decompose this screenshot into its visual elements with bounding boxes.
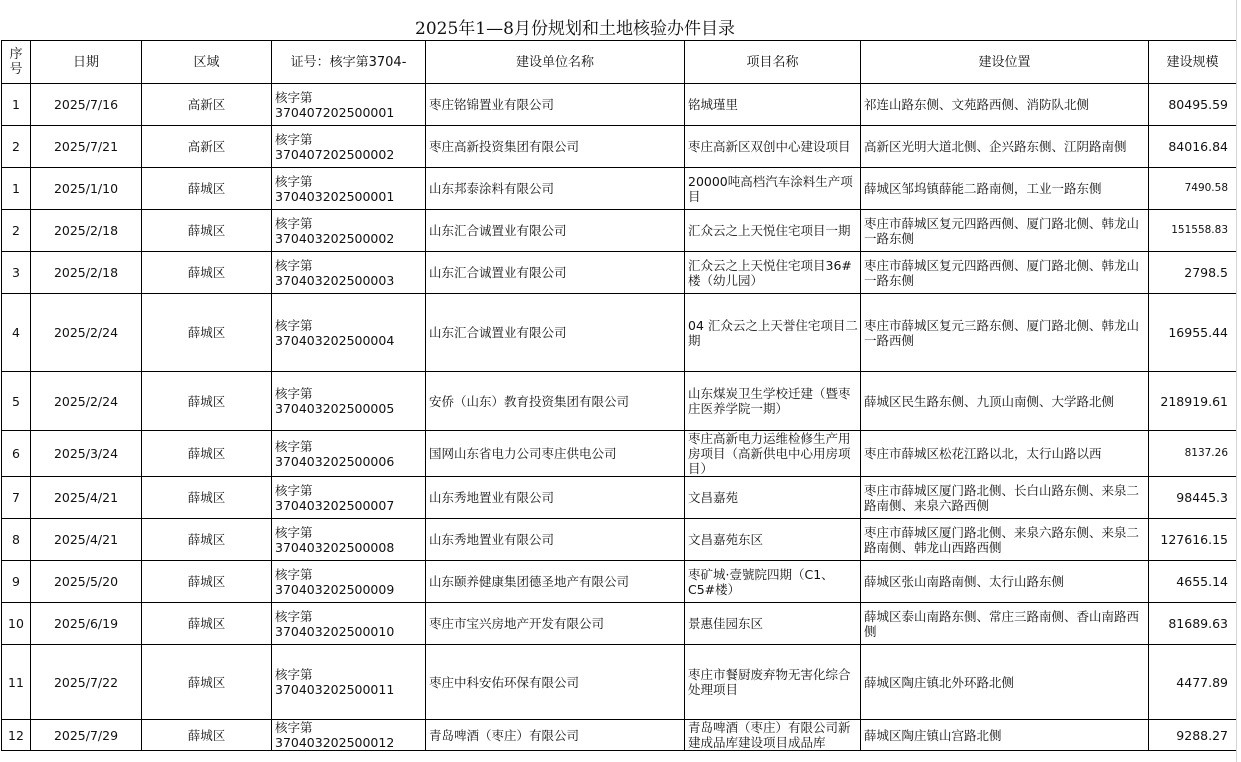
location-cell[interactable]: 薛城区陶庄镇山宫路北侧 (861, 720, 1149, 751)
project-name-cell[interactable]: 04 汇众云之上天誉住宅项目二期 (685, 294, 861, 372)
unit-name-cell[interactable]: 山东汇合诚置业有限公司 (426, 294, 685, 372)
table-row (2, 372, 1237, 431)
certificate-cell[interactable]: 核字第370403202500007 (272, 477, 426, 519)
certificate-cell[interactable]: 核字第370403202500006 (272, 431, 426, 477)
location-cell[interactable]: 薛城区泰山南路东侧、常庄三路南侧、香山南路西侧 (861, 603, 1149, 645)
date-cell[interactable]: 2025/7/21 (31, 126, 142, 168)
scale-cell[interactable]: 81689.63 (1149, 603, 1237, 645)
location-cell[interactable]: 枣庄市薛城区复元三路东侧、厦门路北侧、韩龙山一路西侧 (861, 294, 1149, 372)
certificate-cell[interactable]: 核字第370403202500011 (272, 645, 426, 720)
project-name-cell[interactable]: 枣矿城·壹號院四期（C1、C5#楼） (685, 561, 861, 603)
location-cell[interactable]: 枣庄市薛城区厦门路北侧、长白山路东侧、来泉二路南侧、来泉六路西侧 (861, 477, 1149, 519)
scale-cell[interactable]: 127616.15 (1149, 519, 1237, 561)
unit-name-cell[interactable]: 国网山东省电力公司枣庄供电公司 (426, 431, 685, 477)
date-cell[interactable]: 2025/7/22 (31, 645, 142, 720)
certificate-cell[interactable]: 核字第370407202500002 (272, 126, 426, 168)
area-cell[interactable]: 薛城区 (142, 168, 272, 210)
header-cell[interactable]: 区域 (142, 41, 272, 84)
location-cell[interactable]: 薛城区张山南路南侧、太行山路东侧 (861, 561, 1149, 603)
area-cell[interactable]: 薛城区 (142, 210, 272, 252)
table-row (2, 168, 1237, 210)
date-cell[interactable]: 2025/7/16 (31, 84, 142, 126)
table-row (2, 645, 1237, 720)
location-cell[interactable]: 枣庄市薛城区复元四路西侧、厦门路北侧、韩龙山一路东侧 (861, 252, 1149, 294)
table-row (2, 561, 1237, 603)
header-cell[interactable]: 建设规模 (1149, 41, 1237, 84)
location-cell[interactable]: 高新区光明大道北侧、企兴路东侧、江阴路南侧 (861, 126, 1149, 168)
scale-cell[interactable]: 98445.3 (1149, 477, 1237, 519)
project-name-cell[interactable]: 文昌嘉苑东区 (685, 519, 861, 561)
row-number-cell[interactable]: 12 (2, 720, 31, 751)
unit-name-cell[interactable]: 枣庄市宝兴房地产开发有限公司 (426, 603, 685, 645)
certificate-cell[interactable]: 核字第370403202500010 (272, 603, 426, 645)
unit-name-cell[interactable]: 枣庄高新投资集团有限公司 (426, 126, 685, 168)
scale-cell[interactable]: 151558.83 (1149, 210, 1237, 252)
project-name-cell[interactable]: 枣庄高新电力运维检修生产用房项目（高新供电中心用房项目） (685, 431, 861, 477)
table-row (2, 84, 1237, 126)
date-cell[interactable]: 2025/2/24 (31, 372, 142, 431)
certificate-cell[interactable]: 核字第370403202500008 (272, 519, 426, 561)
project-name-cell[interactable]: 文昌嘉苑 (685, 477, 861, 519)
header-cell[interactable]: 建设单位名称 (426, 41, 685, 84)
date-cell[interactable]: 2025/5/20 (31, 561, 142, 603)
location-cell[interactable]: 枣庄市薛城区复元四路西侧、厦门路北侧、韩龙山一路东侧 (861, 210, 1149, 252)
project-name-cell[interactable]: 山东煤炭卫生学校迁建（暨枣庄医养学院一期） (685, 372, 861, 431)
location-cell[interactable]: 薛城区陶庄镇北外环路北侧 (861, 645, 1149, 720)
row-number-cell[interactable]: 2 (2, 126, 31, 168)
row-number-cell[interactable]: 7 (2, 477, 31, 519)
unit-name-cell[interactable]: 山东秀地置业有限公司 (426, 519, 685, 561)
header-row (2, 41, 1237, 84)
table-row (2, 720, 1237, 751)
table-row (2, 603, 1237, 645)
scale-cell[interactable]: 16955.44 (1149, 294, 1237, 372)
header-cell[interactable]: 序号 (2, 41, 31, 84)
project-name-cell[interactable]: 汇众云之上天悦住宅项目36#楼（幼儿园） (685, 252, 861, 294)
scale-cell[interactable]: 9288.27 (1149, 720, 1237, 751)
date-cell[interactable]: 2025/2/24 (31, 294, 142, 372)
date-cell[interactable]: 2025/2/18 (31, 210, 142, 252)
table-row (2, 210, 1237, 252)
certificate-cell[interactable]: 核字第370403202500004 (272, 294, 426, 372)
row-number-cell[interactable]: 9 (2, 561, 31, 603)
area-cell[interactable]: 薛城区 (142, 561, 272, 603)
unit-name-cell[interactable]: 山东邦泰涂料有限公司 (426, 168, 685, 210)
row-number-cell[interactable]: 1 (2, 168, 31, 210)
certificate-cell[interactable]: 核字第370403202500002 (272, 210, 426, 252)
date-cell[interactable]: 2025/2/18 (31, 252, 142, 294)
row-number-cell[interactable]: 8 (2, 519, 31, 561)
row-number-cell[interactable]: 10 (2, 603, 31, 645)
unit-name-cell[interactable]: 山东颐养健康集团德圣地产有限公司 (426, 561, 685, 603)
table-row (2, 477, 1237, 519)
area-cell[interactable]: 高新区 (142, 126, 272, 168)
scale-cell[interactable]: 84016.84 (1149, 126, 1237, 168)
scale-cell[interactable]: 4655.14 (1149, 561, 1237, 603)
date-cell[interactable]: 2025/3/24 (31, 431, 142, 477)
table-body (2, 84, 1237, 751)
table-row (2, 252, 1237, 294)
project-name-cell[interactable]: 枣庄高新区双创中心建设项目 (685, 126, 861, 168)
header-cell[interactable]: 日期 (31, 41, 142, 84)
table-row (2, 126, 1237, 168)
certificate-cell[interactable]: 核字第370403202500012 (272, 720, 426, 751)
certificate-cell[interactable]: 核字第370403202500003 (272, 252, 426, 294)
table-row (2, 431, 1237, 477)
location-cell[interactable]: 祁连山路东侧、文苑路西侧、消防队北侧 (861, 84, 1149, 126)
area-cell[interactable]: 薛城区 (142, 372, 272, 431)
unit-name-cell[interactable]: 青岛啤酒（枣庄）有限公司 (426, 720, 685, 751)
header-cell[interactable]: 项目名称 (685, 41, 861, 84)
unit-name-cell[interactable]: 山东汇合诚置业有限公司 (426, 252, 685, 294)
table-row (2, 519, 1237, 561)
scale-cell[interactable]: 7490.58 (1149, 168, 1237, 210)
scale-cell[interactable]: 2798.5 (1149, 252, 1237, 294)
date-cell[interactable]: 2025/4/21 (31, 519, 142, 561)
records-table (1, 40, 1237, 751)
certificate-cell[interactable]: 核字第370407202500001 (272, 84, 426, 126)
row-number-cell[interactable]: 6 (2, 431, 31, 477)
project-name-cell[interactable]: 青岛啤酒（枣庄）有限公司新建成品库建设项目成品库 (685, 720, 861, 751)
area-cell[interactable]: 薛城区 (142, 294, 272, 372)
certificate-cell[interactable]: 核字第370403202500009 (272, 561, 426, 603)
unit-name-cell[interactable]: 山东汇合诚置业有限公司 (426, 210, 685, 252)
area-cell[interactable]: 薛城区 (142, 645, 272, 720)
sheet-title: 2025年1—8月份规划和土地核验办件目录 (415, 19, 735, 39)
area-cell[interactable]: 薛城区 (142, 603, 272, 645)
project-name-cell[interactable]: 铭城瑾里 (685, 84, 861, 126)
unit-name-cell[interactable]: 山东秀地置业有限公司 (426, 477, 685, 519)
certificate-cell[interactable]: 核字第370403202500005 (272, 372, 426, 431)
header-cell[interactable]: 证号：核字第3704- (272, 41, 426, 84)
area-cell[interactable]: 高新区 (142, 84, 272, 126)
date-cell[interactable]: 2025/1/10 (31, 168, 142, 210)
location-cell[interactable]: 枣庄市薛城区松花江路以北，太行山路以西 (861, 431, 1149, 477)
header-cell[interactable]: 建设位置 (861, 41, 1149, 84)
unit-name-cell[interactable]: 安侨（山东）教育投资集团有限公司 (426, 372, 685, 431)
location-cell[interactable]: 薛城区民生路东侧、九顶山南侧、大学路北侧 (861, 372, 1149, 431)
unit-name-cell[interactable]: 枣庄铭锦置业有限公司 (426, 84, 685, 126)
date-cell[interactable]: 2025/7/29 (31, 720, 142, 751)
date-cell[interactable]: 2025/4/21 (31, 477, 142, 519)
area-cell[interactable]: 薛城区 (142, 431, 272, 477)
table-row (2, 294, 1237, 372)
area-cell[interactable]: 薛城区 (142, 477, 272, 519)
row-number-cell[interactable]: 3 (2, 252, 31, 294)
project-name-cell[interactable]: 景惠佳园东区 (685, 603, 861, 645)
date-cell[interactable]: 2025/6/19 (31, 603, 142, 645)
area-cell[interactable]: 薛城区 (142, 252, 272, 294)
row-number-cell[interactable]: 5 (2, 372, 31, 431)
location-cell[interactable]: 枣庄市薛城区厦门路北侧、来泉六路东侧、来泉二路南侧、韩龙山西路西侧 (861, 519, 1149, 561)
row-number-cell[interactable]: 1 (2, 84, 31, 126)
row-number-cell[interactable]: 4 (2, 294, 31, 372)
area-cell[interactable]: 薛城区 (142, 720, 272, 751)
project-name-cell[interactable]: 20000吨高档汽车涂料生产项目 (685, 168, 861, 210)
scale-cell[interactable]: 218919.61 (1149, 372, 1237, 431)
project-name-cell[interactable]: 汇众云之上天悦住宅项目一期 (685, 210, 861, 252)
location-cell[interactable]: 薛城区邹坞镇薛能二路南侧，工业一路东侧 (861, 168, 1149, 210)
scale-cell[interactable]: 4477.89 (1149, 645, 1237, 720)
project-name-cell[interactable]: 枣庄市餐厨废弃物无害化综合处理项目 (685, 645, 861, 720)
unit-name-cell[interactable]: 枣庄中科安佑环保有限公司 (426, 645, 685, 720)
scale-cell[interactable]: 8137.26 (1149, 431, 1237, 477)
area-cell[interactable]: 薛城区 (142, 519, 272, 561)
row-number-cell[interactable]: 11 (2, 645, 31, 720)
certificate-cell[interactable]: 核字第370403202500001 (272, 168, 426, 210)
scale-cell[interactable]: 80495.59 (1149, 84, 1237, 126)
row-number-cell[interactable]: 2 (2, 210, 31, 252)
next-column-gridline (1236, 0, 1241, 762)
